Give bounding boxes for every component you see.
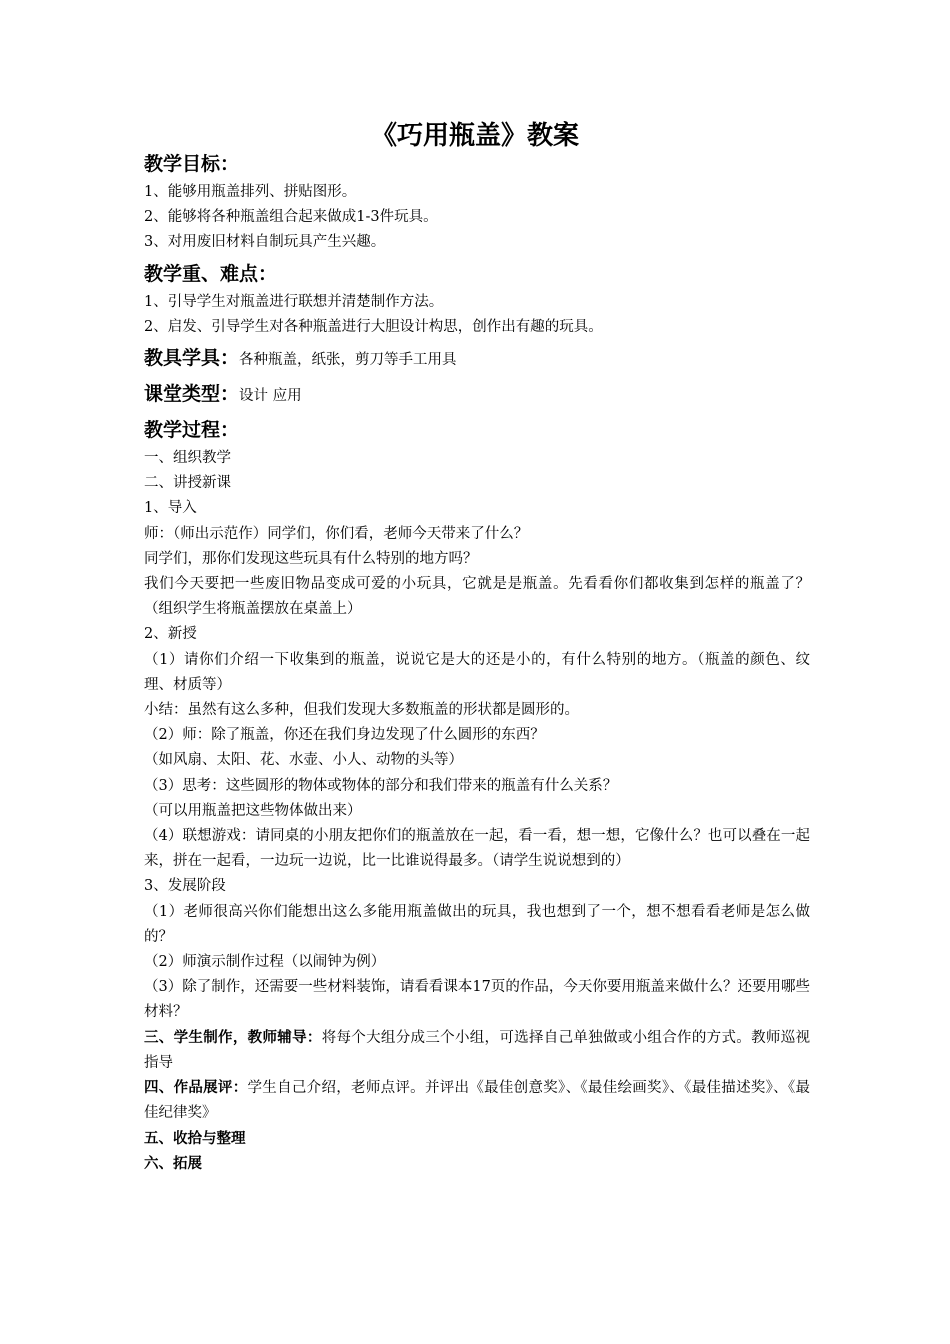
process-line: 同学们，那你们发现这些玩具有什么特别的地方吗？: [144, 550, 478, 567]
tools-heading: 教具学具：: [144, 347, 240, 370]
process-line: （3）思考：这些圆形的物体或物体的部分和我们带来的瓶盖有什么关系？: [144, 777, 618, 794]
objective-item: 1、能够用瓶盖排列、拼贴图形。: [144, 184, 357, 200]
process-line: 3、发展阶段: [144, 878, 226, 895]
step4-text: 学生自己介绍，老师点评。并评出《最佳创意奖》、《最佳绘画奖》、《最佳描述奖》、《最佳纪律奖》: [144, 1080, 811, 1122]
process-line: 师：（师出示范作）同学们，你们看，老师今天带来了什么？: [144, 525, 529, 542]
process-line: （可以用瓶盖把这些物体做出来）: [144, 802, 362, 819]
process-line: （1）老师很高兴你们能想出这么多能用瓶盖做出的玩具，我也想到了一个，想不想看看老师是怎么做的？: [144, 903, 810, 945]
step6-label: 六、拓展: [144, 1155, 202, 1172]
objective-item: 2、能够将各种瓶盖组合起来做成1-3件玩具。: [144, 209, 438, 226]
tools-section: [144, 342, 810, 376]
key-point-item: 2、启发、引导学生对各种瓶盖进行大胆设计构思，创作出有趣的玩具。: [144, 318, 603, 335]
process-line: 二、讲授新课: [144, 475, 231, 492]
step5-paragraph: [144, 1127, 810, 1152]
step3-text: 将每个大组分成三个小组，可选择自己单独做或小组合作的方式。教师巡视指导: [144, 1029, 811, 1071]
step5-label: 五、收拾与整理: [144, 1130, 246, 1147]
process-line: 2、新授: [144, 626, 197, 643]
step6-paragraph: [144, 1152, 810, 1177]
process-heading: 教学过程：: [144, 419, 240, 442]
step3-label: 三、学生制作，教师辅导：: [144, 1029, 322, 1046]
process-line: （2）师：除了瓶盖，你还在我们身边发现了什么圆形的东西？: [144, 727, 545, 744]
tools-text: 各种瓶盖，纸张，剪刀等手工用具: [239, 352, 457, 369]
lesson-type-text: 设计 应用: [239, 388, 302, 405]
process-line: 小结：虽然有这么多种，但我们发现大多数瓶盖的形状都是圆形的。: [144, 702, 579, 719]
process-line: （如风扇、太阳、花、水壶、小人、动物的头等）: [144, 752, 463, 769]
process-line: （1）请你们介绍一下收集到的瓶盖，说说它是大的还是小的，有什么特别的地方。（瓶盖的颜色、纹理、材质等）: [144, 651, 810, 693]
lesson-type-section: [144, 378, 810, 412]
lesson-type-heading: 课堂类型：: [144, 383, 240, 406]
key-points-heading: 教学重、难点：: [144, 262, 278, 285]
process-line: 1、导入: [144, 500, 197, 517]
document-title: 《巧用瓶盖》教案: [370, 121, 579, 151]
objective-item: 3、对用废旧材料自制玩具产生兴趣。: [144, 234, 386, 251]
document-body: [144, 146, 810, 1177]
process-line: 我们今天要把一些废旧物品变成可爱的小玩具，它就是是瓶盖。先看看你们都收集到怎样的瓶盖了？（组织学生将瓶盖摆放在桌盖上）: [144, 576, 810, 618]
step4-paragraph: [144, 1076, 810, 1126]
key-point-item: 1、引导学生对瓶盖进行联想并清楚制作方法。: [144, 293, 444, 310]
process-line: （4）联想游戏：请同桌的小朋友把你们的瓶盖放在一起，看一看，想一想，它像什么？也可以叠在一起来，拼在一起看，一边玩一边说，比一比谁说得最多。（请学生说说想到的）: [144, 828, 810, 870]
step4-label: 四、作品展评：: [144, 1080, 248, 1097]
step3-paragraph: [144, 1026, 810, 1076]
process-line: （2）师演示制作过程（以闹钟为例）: [144, 954, 386, 971]
objectives-heading: 教学目标：: [144, 153, 240, 175]
process-line: 一、组织教学: [144, 450, 231, 467]
process-line: （3）除了制作，还需要一些材料装饰，请看看课本17页的作品，今天你要用瓶盖来做什么？还要用哪些材料？: [144, 979, 810, 1021]
